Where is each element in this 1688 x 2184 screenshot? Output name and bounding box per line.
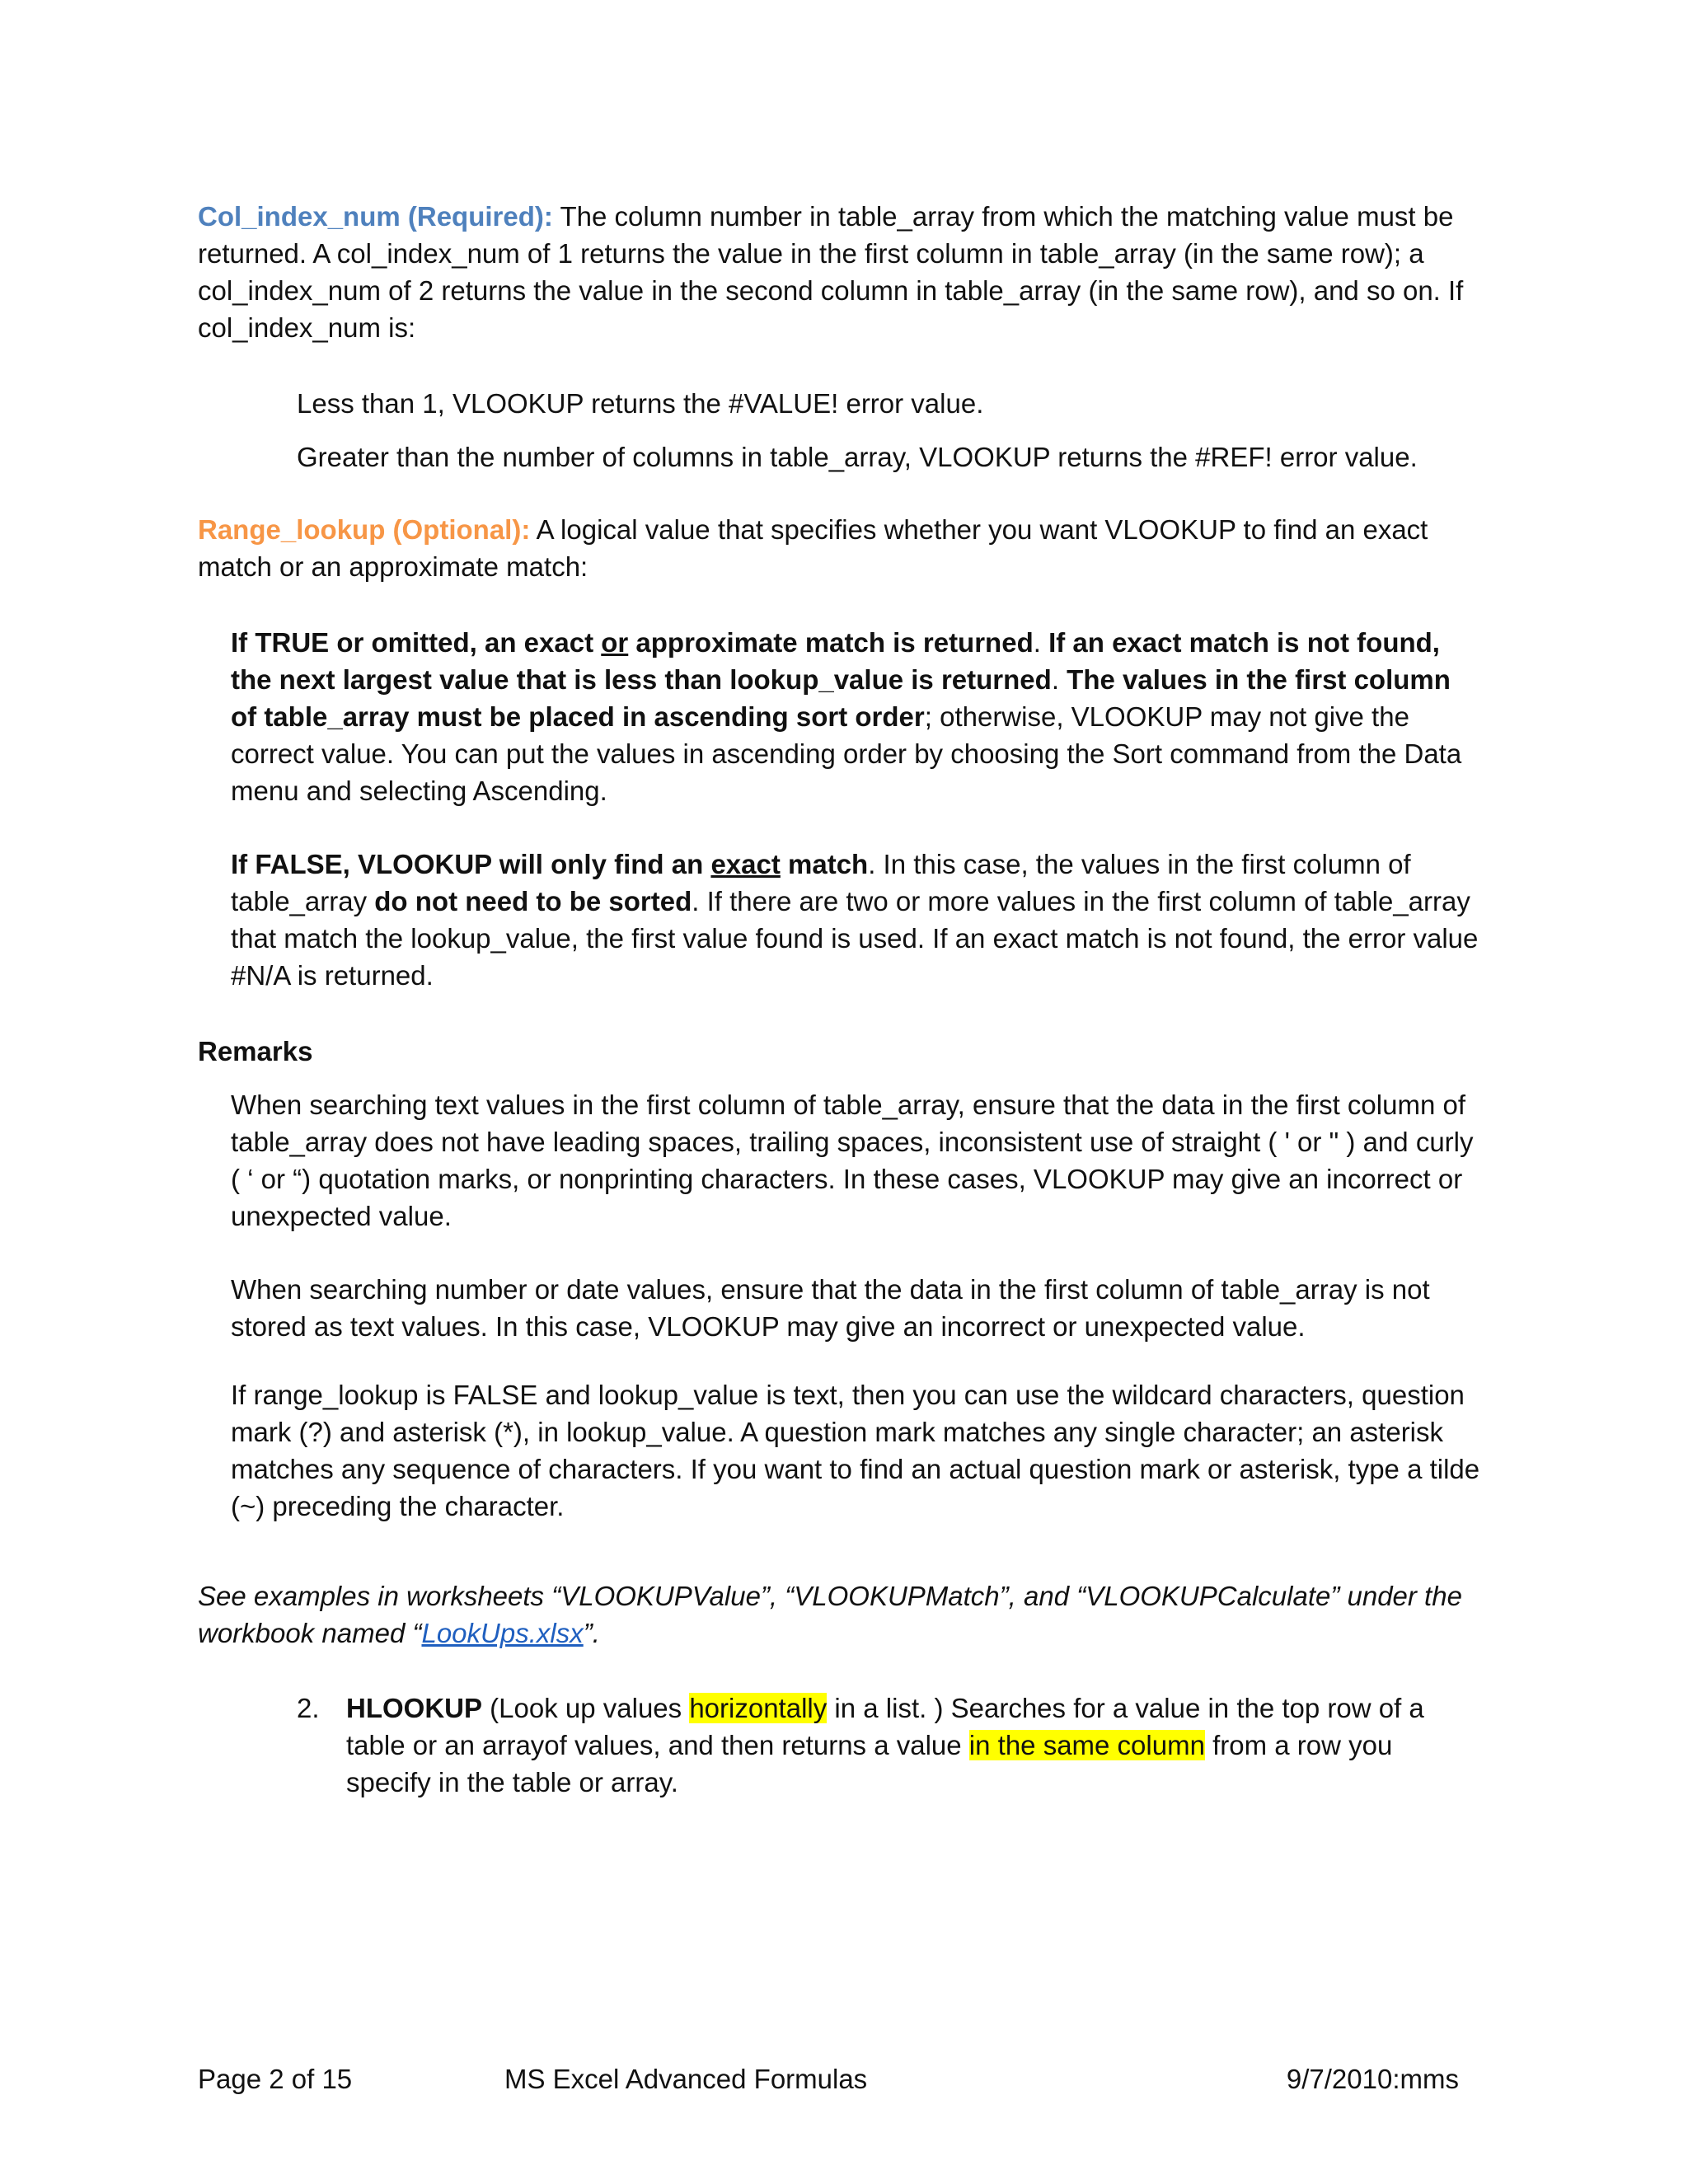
range-lookup-text: A logical value that specifies whether you want VLOOKUP to find an exact match or an approximate match: bbox=[198, 514, 1428, 582]
hlookup-name: HLOOKUP bbox=[346, 1693, 482, 1723]
false-bold-2: match bbox=[780, 849, 869, 879]
true-bold-1: If TRUE or omitted, an exact bbox=[231, 627, 602, 658]
remarks-heading bbox=[198, 1033, 1484, 1070]
list-item-number: 2. bbox=[297, 1693, 320, 1723]
col-index-condition-less: Less than 1, VLOOKUP returns the #VALUE! error value. bbox=[297, 388, 984, 419]
see-examples-end: ”. bbox=[583, 1618, 600, 1648]
col-index-term: Col_index_num (Required): bbox=[198, 201, 553, 232]
highlight-same-column: in the same column bbox=[968, 1730, 1205, 1760]
footer-date: 9/7/2010:mms bbox=[1286, 2064, 1459, 2094]
hlookup-text-1: (Look up values bbox=[482, 1693, 690, 1723]
hlookup-text-2: in a list. ) Searches for a value in the top row of a table or an arrayof values, and then returns a value bbox=[346, 1693, 1424, 1760]
col-index-paragraph bbox=[198, 198, 1484, 346]
col-index-text: The column number in table_array from which the matching value must be returned. A col_index_num of 1 returns the value in the first column in table_array (in the same row); a col_index_num of 2 returns the value in the second column in table_array (in the same row), and so on. If col_index_num is: bbox=[198, 201, 1464, 343]
footer-title: MS Excel Advanced Formulas bbox=[504, 2064, 868, 2094]
remarks-heading-text: Remarks bbox=[198, 1036, 313, 1066]
range-lookup-paragraph bbox=[198, 511, 1484, 585]
true-text-2: . bbox=[1051, 664, 1067, 695]
true-bold-4: The values in the first column of table_array must be placed in ascending sort order bbox=[231, 664, 1451, 732]
true-bold-3: If an exact match is not found, the next largest value that is less than lookup_value is returned bbox=[231, 627, 1440, 695]
false-bold-1: If FALSE, VLOOKUP will only find an bbox=[231, 849, 711, 879]
remarks-paragraph-1: When searching text values in the first column of table_array, ensure that the data in the first column of table_array does not have leading spaces, trailing spaces, inconsistent use of straight ( ' or " ) and curly ( ‘ or “) quotation marks, or nonprinting characters. In these cases, VLOOKUP may give an incorrect or unexpected value. bbox=[231, 1090, 1474, 1231]
hlookup-list-item bbox=[346, 1690, 1484, 1801]
false-exact-underlined: exact bbox=[710, 849, 781, 879]
footer-page-number: Page 2 of 15 bbox=[198, 2064, 353, 2094]
hlookup-text-3: from a row you specify in the table or array. bbox=[346, 1730, 1393, 1797]
false-text-2: . If there are two or more values in the first column of table_array that match the lookup_value, the first value found is used. If an exact match is not found, the error value #N/A is returned. bbox=[231, 886, 1479, 991]
true-text-3: ; otherwise, VLOOKUP may not give the correct value. You can put the values in ascending order by choosing the Sort command from the Data menu and selecting Ascending. bbox=[231, 701, 1462, 806]
highlight-horizontally: horizontally bbox=[689, 1693, 828, 1723]
range-lookup-true-paragraph bbox=[231, 624, 1484, 809]
true-bold-2: approximate match is returned bbox=[628, 627, 1034, 658]
remarks-paragraph-3: If range_lookup is FALSE and lookup_value is text, then you can use the wildcard characters, question mark (?) and asterisk (*), in lookup_value. A question mark matches any single character; an asterisk matches any sequence of characters. If you want to find an actual question mark or asterisk, type a tilde (~) preceding the character. bbox=[231, 1380, 1480, 1521]
range-lookup-false-paragraph bbox=[231, 846, 1484, 994]
false-text-1: . In this case, the values in the first column of table_array bbox=[231, 849, 1411, 916]
col-index-condition-greater: Greater than the number of columns in table_array, VLOOKUP returns the #REF! error value. bbox=[297, 442, 1418, 472]
true-or-underlined: or bbox=[601, 627, 629, 658]
see-examples-text: See examples in worksheets “VLOOKUPValue”, “VLOOKUPMatch”, and “VLOOKUPCalculate” under the workbook named “ bbox=[198, 1581, 1462, 1648]
lookups-workbook-link[interactable]: LookUps.xlsx bbox=[421, 1618, 584, 1648]
remarks-paragraph-2: When searching number or date values, ensure that the data in the first column of table_array is not stored as text values. In this case, VLOOKUP may give an incorrect or unexpected value. bbox=[231, 1274, 1430, 1342]
false-bold-3: do not need to be sorted bbox=[374, 886, 692, 916]
true-text-1: . bbox=[1033, 627, 1049, 658]
range-lookup-term: Range_lookup (Optional): bbox=[198, 514, 531, 545]
see-examples-paragraph bbox=[198, 1577, 1484, 1652]
